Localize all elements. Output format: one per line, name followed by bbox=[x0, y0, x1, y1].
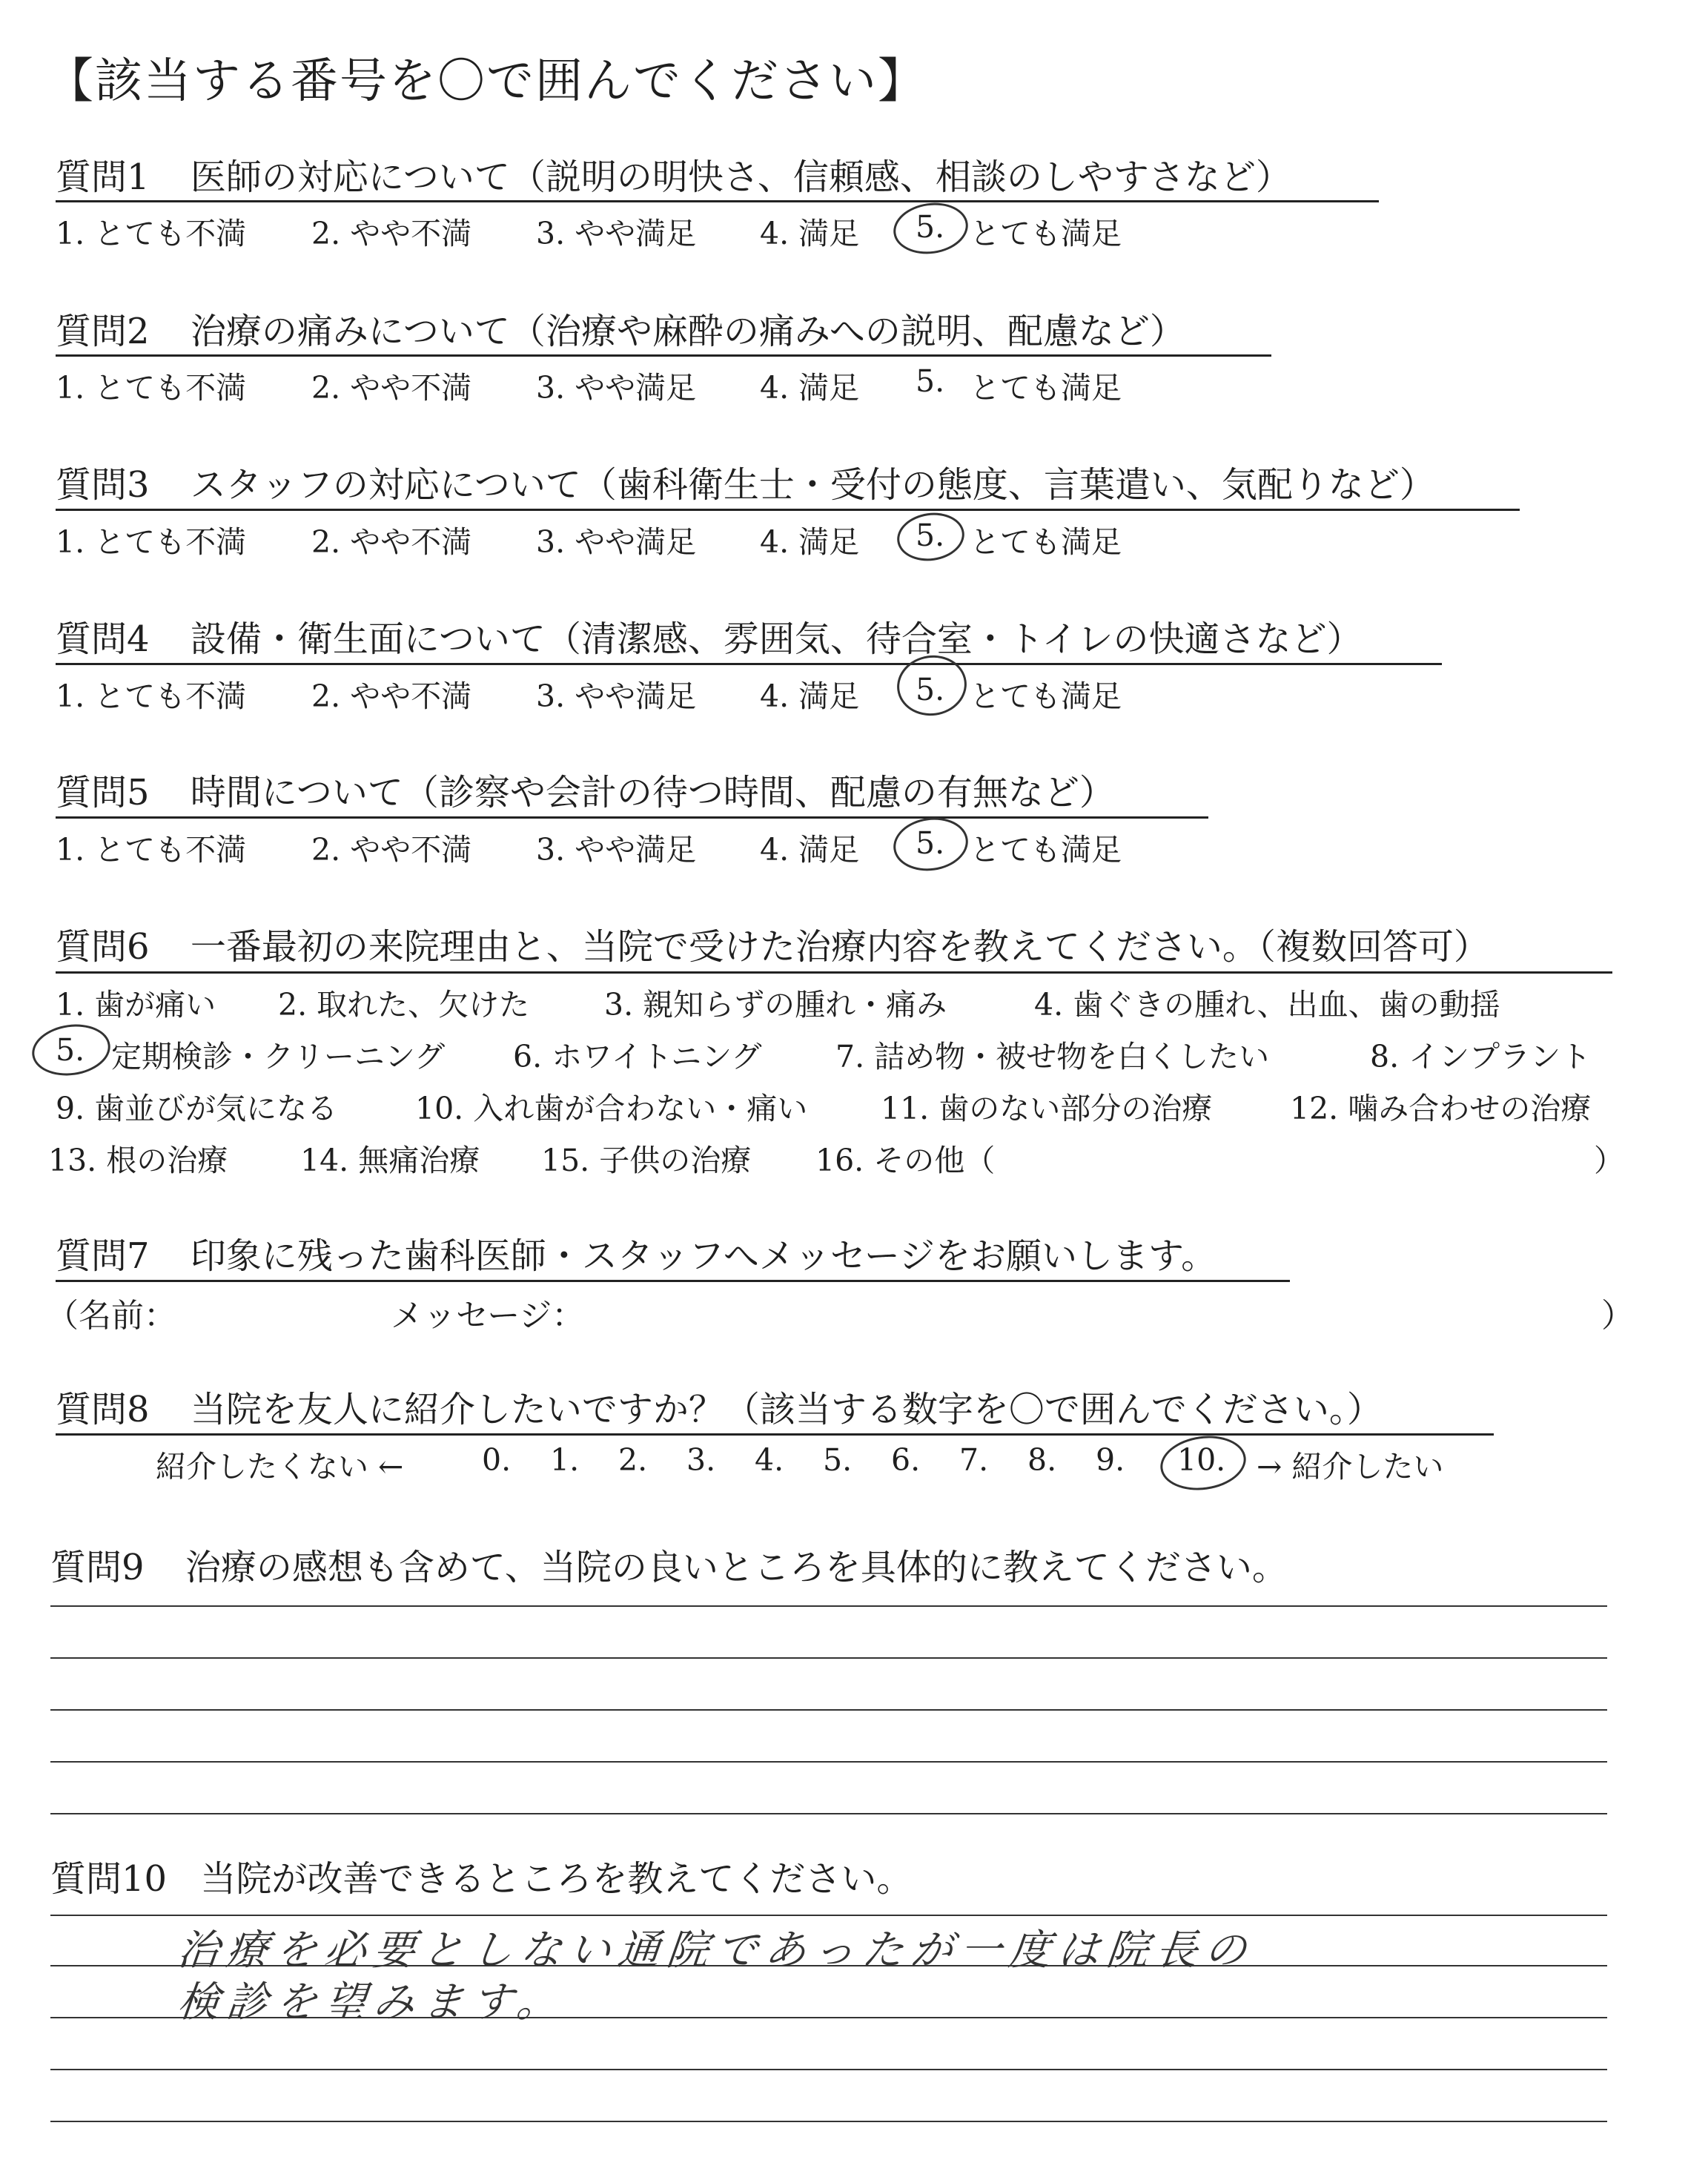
q6-row-3 bbox=[56, 1084, 1612, 1129]
q10-text: 当院が改善できるところを教えてください。 bbox=[200, 1858, 913, 1900]
q5-option-5-label: とても満足 bbox=[970, 832, 1122, 868]
q9-title bbox=[50, 1539, 1288, 1590]
q3-option-1[interactable]: 1. とても不満 bbox=[56, 524, 247, 560]
q6-selection-circle bbox=[29, 1020, 113, 1080]
q10-title bbox=[50, 1850, 912, 1901]
q6-option-6[interactable]: 6. ホワイトニング bbox=[513, 1039, 762, 1074]
q1-text: 医師の対応について（説明の明快さ、信頼感、相談のしやすさなど） bbox=[190, 156, 1291, 198]
q8-option-10[interactable]: 10. bbox=[1177, 1442, 1226, 1478]
q2-option-5-label: とても満足 bbox=[970, 370, 1122, 406]
q6-option-9[interactable]: 9. 歯並びが気になる bbox=[56, 1091, 338, 1126]
q4-options bbox=[56, 672, 1316, 716]
q8-option-7[interactable]: 7. bbox=[959, 1442, 989, 1478]
q2-option-3[interactable]: 3. やや満足 bbox=[536, 370, 697, 406]
q8-text: 当院を友人に紹介したいですか？（該当する数字を〇で囲んでください。） bbox=[190, 1389, 1383, 1430]
q5-option-1[interactable]: 1. とても不満 bbox=[56, 832, 247, 868]
q4-option-5[interactable]: 5. bbox=[916, 672, 945, 707]
q6-option-13[interactable]: 13. 根の治療 bbox=[48, 1143, 228, 1178]
q8-selection-circle bbox=[1157, 1430, 1250, 1495]
q6-row-2 bbox=[56, 1032, 1612, 1077]
q6-option-5-label: 定期検診・クリーニング bbox=[111, 1039, 446, 1074]
q6-option-8[interactable]: 8. インプラント bbox=[1370, 1039, 1592, 1074]
q10-label: 質問10 bbox=[50, 1858, 168, 1900]
q6-option-3[interactable]: 3. 親知らずの腫れ・痛み bbox=[604, 987, 947, 1023]
q2-option-5[interactable]: 5. bbox=[916, 363, 945, 399]
q4-label: 質問4 bbox=[56, 618, 150, 660]
q7-close: ） bbox=[1601, 1297, 1634, 1335]
q9-answer-line-2[interactable] bbox=[50, 1657, 1607, 1659]
q8-option-0[interactable]: 0. bbox=[482, 1442, 512, 1478]
q1-option-2[interactable]: 2. やや不満 bbox=[311, 216, 472, 251]
q6-label: 質問6 bbox=[56, 926, 150, 968]
q1-options bbox=[56, 209, 1316, 254]
q4-option-3[interactable]: 3. やや満足 bbox=[536, 678, 697, 714]
q6-row-1 bbox=[56, 980, 1612, 1025]
q10-handwritten-line-2: 検診を望みます。 bbox=[175, 1978, 569, 2027]
q3-option-5[interactable]: 5. bbox=[916, 518, 945, 553]
q8-title bbox=[56, 1381, 1383, 1432]
q6-option-10[interactable]: 10. 入れ歯が合わない・痛い bbox=[415, 1091, 808, 1126]
q1-selection-circle bbox=[890, 198, 971, 258]
q2-label: 質問2 bbox=[56, 311, 150, 352]
q1-option-1[interactable]: 1. とても不満 bbox=[56, 216, 247, 251]
q6-option-2[interactable]: 2. 取れた、欠けた bbox=[278, 987, 530, 1023]
q9-answer-line-5[interactable] bbox=[50, 1813, 1607, 1814]
q6-option-7[interactable]: 7. 詰め物・被せ物を白くしたい bbox=[835, 1039, 1270, 1074]
q10-answer-line-5[interactable] bbox=[50, 2121, 1607, 2122]
q9-answer-line-4[interactable] bbox=[50, 1761, 1607, 1763]
q6-option-12[interactable]: 12. 噛み合わせの治療 bbox=[1290, 1091, 1592, 1126]
q1-title bbox=[56, 148, 1291, 199]
q3-label: 質問3 bbox=[56, 464, 150, 506]
q6-option-15[interactable]: 15. 子供の治療 bbox=[541, 1143, 752, 1178]
q2-text: 治療の痛みについて（治療や麻酔の痛みへの説明、配慮など） bbox=[190, 311, 1185, 352]
q7-text: 印象に残った歯科医師・スタッフへメッセージをお願いします。 bbox=[190, 1235, 1217, 1277]
q1-label: 質問1 bbox=[56, 156, 150, 198]
q1-option-4[interactable]: 4. 満足 bbox=[760, 216, 860, 251]
q8-left-label: 紹介したくない ← bbox=[156, 1449, 404, 1484]
q1-option-5-label: とても満足 bbox=[970, 216, 1122, 251]
q7-title bbox=[56, 1227, 1217, 1278]
form-header: 【該当する番号を〇で囲んでください】 bbox=[46, 54, 927, 109]
q5-option-4[interactable]: 4. 満足 bbox=[760, 832, 860, 868]
q9-answer-line-3[interactable] bbox=[50, 1709, 1607, 1711]
q8-option-4[interactable]: 4. bbox=[755, 1442, 784, 1478]
q6-option-14[interactable]: 14. 無痛治療 bbox=[300, 1143, 480, 1178]
q5-option-2[interactable]: 2. やや不満 bbox=[311, 832, 472, 868]
q3-option-2[interactable]: 2. やや不満 bbox=[311, 524, 472, 560]
q1-option-5[interactable]: 5. bbox=[916, 209, 945, 245]
q4-option-1[interactable]: 1. とても不満 bbox=[56, 678, 247, 714]
q2-option-1[interactable]: 1. とても不満 bbox=[56, 370, 247, 406]
q4-underline bbox=[56, 663, 1442, 665]
q7-fields bbox=[46, 1289, 1634, 1335]
q8-option-8[interactable]: 8. bbox=[1027, 1442, 1057, 1478]
q8-scale bbox=[156, 1442, 1490, 1487]
q1-underline bbox=[56, 200, 1379, 202]
q10-answer-line-1[interactable] bbox=[50, 1915, 1607, 1916]
q2-title bbox=[56, 303, 1185, 354]
q5-option-3[interactable]: 3. やや満足 bbox=[536, 832, 697, 868]
q6-option-4[interactable]: 4. 歯ぐきの腫れ、出血、歯の動揺 bbox=[1034, 987, 1500, 1023]
q6-option-5[interactable]: 5. bbox=[56, 1032, 85, 1068]
q8-option-2[interactable]: 2. bbox=[618, 1442, 648, 1478]
q3-underline bbox=[56, 509, 1520, 511]
q3-option-3[interactable]: 3. やや満足 bbox=[536, 524, 697, 560]
q3-option-5-label: とても満足 bbox=[970, 524, 1122, 560]
q6-option-1[interactable]: 1. 歯が痛い bbox=[56, 987, 216, 1023]
q2-underline bbox=[56, 354, 1271, 357]
q2-options bbox=[56, 363, 1316, 408]
q5-options bbox=[56, 825, 1316, 870]
q8-underline bbox=[56, 1433, 1494, 1436]
q9-text: 治療の感想も含めて、当院の良いところを具体的に教えてください。 bbox=[185, 1547, 1288, 1588]
q1-option-3[interactable]: 3. やや満足 bbox=[536, 216, 697, 251]
q6-underline bbox=[56, 971, 1612, 974]
q5-underline bbox=[56, 816, 1208, 819]
q7-label: 質問7 bbox=[56, 1235, 150, 1277]
q8-option-9[interactable]: 9. bbox=[1096, 1442, 1125, 1478]
q2-option-2[interactable]: 2. やや不満 bbox=[311, 370, 472, 406]
q4-option-4[interactable]: 4. 満足 bbox=[760, 678, 860, 714]
q6-other-close: ） bbox=[1594, 1143, 1624, 1178]
q7-underline bbox=[56, 1280, 1290, 1282]
q5-selection-circle bbox=[890, 813, 972, 875]
q4-title bbox=[56, 610, 1362, 661]
q9-label: 質問9 bbox=[50, 1547, 145, 1588]
q3-options bbox=[56, 518, 1316, 562]
q3-title bbox=[56, 456, 1435, 507]
q8-option-3[interactable]: 3. bbox=[686, 1442, 716, 1478]
q6-text: 一番最初の来院理由と、当院で受けた治療内容を教えてください。（複数回答可） bbox=[190, 926, 1489, 968]
q7-message-label: メッセージ： bbox=[391, 1297, 585, 1335]
q5-option-5[interactable]: 5. bbox=[916, 825, 945, 861]
q5-label: 質問5 bbox=[56, 772, 150, 813]
q10-answer-line-4[interactable] bbox=[50, 2069, 1607, 2070]
q8-option-5[interactable]: 5. bbox=[823, 1442, 853, 1478]
q8-option-1[interactable]: 1. bbox=[550, 1442, 580, 1478]
q8-option-6[interactable]: 6. bbox=[891, 1442, 921, 1478]
q10-handwritten-line-1: 治療を必要としない通院であったが一度は院長の bbox=[175, 1926, 1257, 1975]
q8-label: 質問8 bbox=[56, 1389, 150, 1430]
q7-name-label: （名前： bbox=[46, 1297, 176, 1335]
q3-text: スタッフの対応について（歯科衛生士・受付の態度、言葉遣い、気配りなど） bbox=[190, 464, 1435, 506]
q5-text: 時間について（診察や会計の待つ時間、配慮の有無など） bbox=[190, 772, 1115, 813]
q4-text: 設備・衛生面について（清潔感、雰囲気、待合室・トイレの快適さなど） bbox=[190, 618, 1363, 660]
q5-title bbox=[56, 764, 1115, 815]
q9-answer-line-1[interactable] bbox=[50, 1605, 1607, 1607]
q4-option-2[interactable]: 2. やや不満 bbox=[311, 678, 472, 714]
q6-row-4 bbox=[48, 1136, 1624, 1180]
q3-option-4[interactable]: 4. 満足 bbox=[760, 524, 860, 560]
q4-option-5-label: とても満足 bbox=[970, 678, 1122, 714]
q3-selection-circle bbox=[894, 509, 967, 565]
q6-option-11[interactable]: 11. 歯のない部分の治療 bbox=[881, 1091, 1213, 1126]
q2-option-4[interactable]: 4. 満足 bbox=[760, 370, 860, 406]
q6-option-16[interactable]: 16. その他（ bbox=[815, 1143, 996, 1178]
q6-title bbox=[56, 918, 1489, 969]
q8-right-label: → 紹介したい bbox=[1257, 1449, 1444, 1484]
